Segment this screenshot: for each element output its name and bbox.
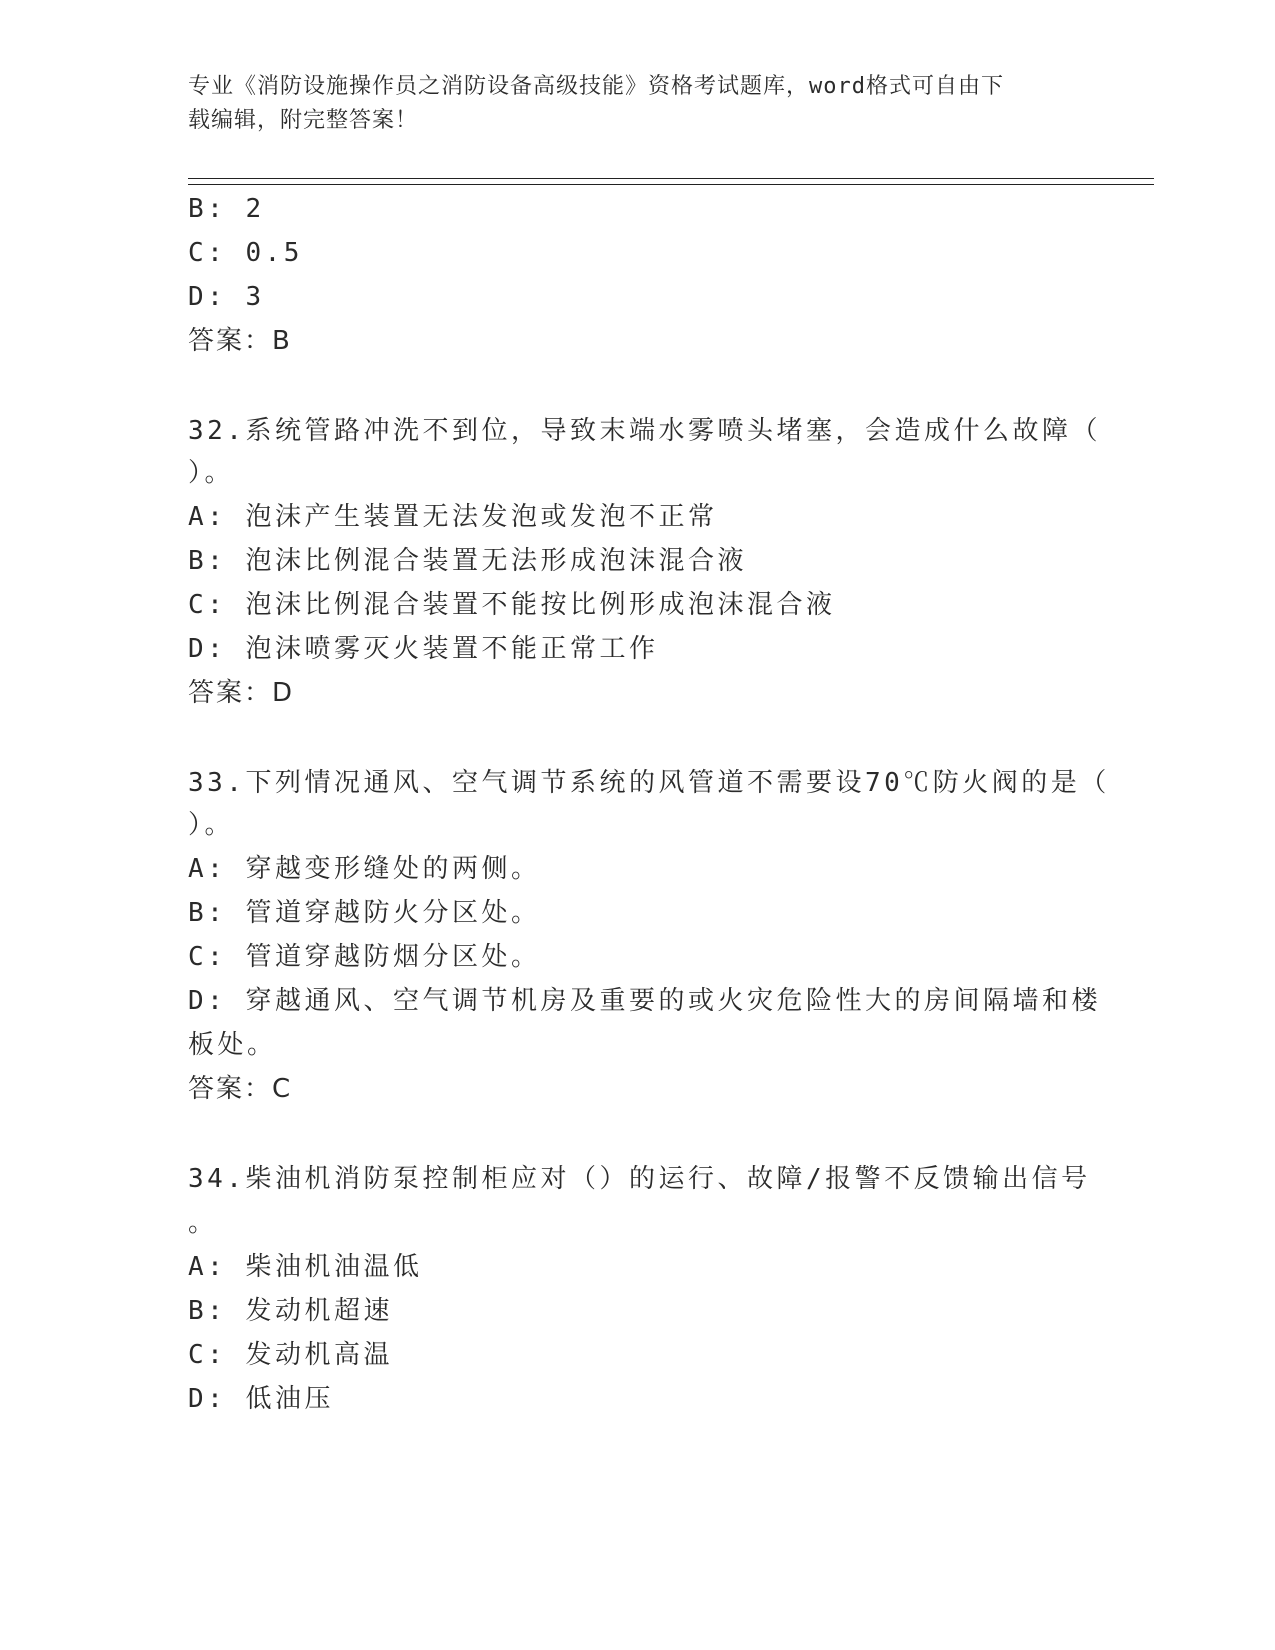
q33-answer: 答案：C	[188, 1074, 293, 1104]
q32-option-b: B: 泡沫比例混合装置无法形成泡沫混合液	[188, 546, 747, 576]
q33-question-line-1: 33.下列情况通风、空气调节系统的风管道不需要设70℃防火阀的是（	[188, 768, 1110, 798]
q34-question-line-1: 34.柴油机消防泵控制柜应对（）的运行、故障/报警不反馈输出信号	[188, 1164, 1091, 1194]
header-line-2: 载编辑，附完整答案！	[188, 108, 419, 133]
document-header	[188, 70, 1088, 138]
q34-option-b: B: 发动机超速	[188, 1296, 393, 1326]
q33-option-a: A: 穿越变形缝处的两侧。	[188, 854, 541, 884]
q32-answer: 答案：D	[188, 678, 295, 708]
q32-question-line-1: 32.系统管路冲洗不到位，导致末端水雾喷头堵塞，会造成什么故障（	[188, 416, 1101, 446]
q33-question-line-2: ）。	[188, 810, 235, 840]
q34-option-a: A: 柴油机油温低	[188, 1252, 423, 1282]
header-line-1: 专业《消防设施操作员之消防设备高级技能》资格考试题库，word格式可自由下	[188, 74, 1004, 99]
q32-option-a: A: 泡沫产生装置无法发泡或发泡不正常	[188, 502, 718, 532]
q31-option-b: B: 2	[188, 194, 265, 224]
header-divider-top	[188, 178, 1154, 179]
q31-option-c: C: 0.5	[188, 238, 303, 268]
q34-question-line-2: 。	[188, 1208, 218, 1238]
q34-option-d: D: 低油压	[188, 1384, 334, 1414]
q33-option-c: C: 管道穿越防烟分区处。	[188, 942, 541, 972]
q33-option-d-line-1: D: 穿越通风、空气调节机房及重要的或火灾危险性大的房间隔墙和楼	[188, 986, 1101, 1016]
q34-option-c: C: 发动机高温	[188, 1340, 393, 1370]
q33-option-d-line-2: 板处。	[188, 1030, 277, 1060]
header-divider-bottom	[188, 184, 1154, 185]
q32-option-c: C: 泡沫比例混合装置不能按比例形成泡沫混合液	[188, 590, 836, 620]
q32-option-d: D: 泡沫喷雾灭火装置不能正常工作	[188, 634, 659, 664]
q31-answer: 答案：B	[188, 326, 292, 356]
q31-option-d: D: 3	[188, 282, 265, 312]
q33-option-b: B: 管道穿越防火分区处。	[188, 898, 541, 928]
q32-question-line-2: ）。	[188, 458, 235, 488]
